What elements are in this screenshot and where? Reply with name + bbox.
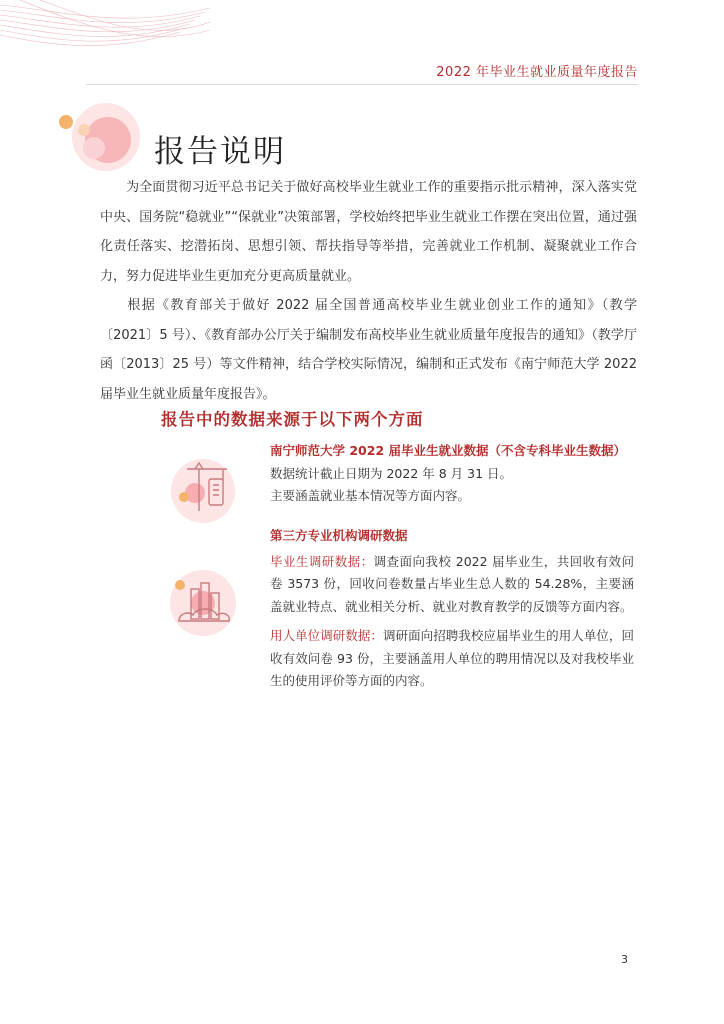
data-sources-title: 报告中的数据来源于以下两个方面 xyxy=(161,410,424,429)
employer-survey-text: 用人单位调研数据：调研面向招聘我校应届毕业生的用人单位，回收有效问卷 93 份，主要涵盖用人单位的聘用情况以及对我校毕业生的使用评价等方面的内容。 xyxy=(270,628,634,688)
graduate-survey-text: 毕业生调研数据：调查面向我校 2022 届毕业生，共回收有效问卷 3573 份，回收问卷数量占毕业生总人数的 54.28%，主要涵盖就业特点、就业相关分析、就业对教育教学的反馈等方面内容。 xyxy=(270,553,634,614)
circles-decoration-icon xyxy=(54,100,144,180)
source1-block xyxy=(270,440,634,508)
running-header: 2022 年毕业生就业质量年度报告 xyxy=(436,65,638,80)
graduate-survey-label: 毕业生调研数据： xyxy=(270,553,374,569)
page-number: 3 xyxy=(621,953,628,966)
city-cloud-icon xyxy=(165,565,245,640)
page-title: 报告说明 xyxy=(154,134,286,170)
intro-paragraph-2: 根据《教育部关于做好 2022 届全国普通高校毕业生就业创业工作的通知》（教学〔2021〕5 号）、《教育部办公厅关于编制发布高校毕业生就业质量年度报告的通知》（教学厅函〔2013〕25 号）等文件精神，结合学校实际情况，编制和正式发布《南宁师范大学 2022 届毕业生就业质量年度报告》。 xyxy=(100,298,637,402)
header-divider xyxy=(86,84,638,85)
employer-survey-label: 用人单位调研数据： xyxy=(270,628,383,643)
corner-wave-decoration xyxy=(0,0,210,60)
source2-heading: 第三方专业机构调研数据 xyxy=(270,528,408,543)
source2-block xyxy=(270,525,634,693)
source1-heading: 南宁师范大学 2022 届毕业生就业数据（不含专科毕业生数据） xyxy=(270,443,626,458)
source1-line1: 数据统计截止日期为 2022 年 8 月 31 日。 xyxy=(270,465,513,481)
crane-phone-icon xyxy=(165,455,245,525)
source1-line2: 主要涵盖就业基本情况等方面内容。 xyxy=(270,488,471,503)
intro-paragraph-1: 为全面贯彻习近平总书记关于做好高校毕业生就业工作的重要指示批示精神，深入落实党中央、国务院“稳就业”“保就业”决策部署，学校始终把毕业生就业工作摆在突出位置，通过强化责任落实、挖潜拓岗、思想引领、帮扶指导等举措，完善就业工作机制、凝聚就业工作合力，努力促进毕业生更加充分更高质量就业。 xyxy=(100,180,637,284)
